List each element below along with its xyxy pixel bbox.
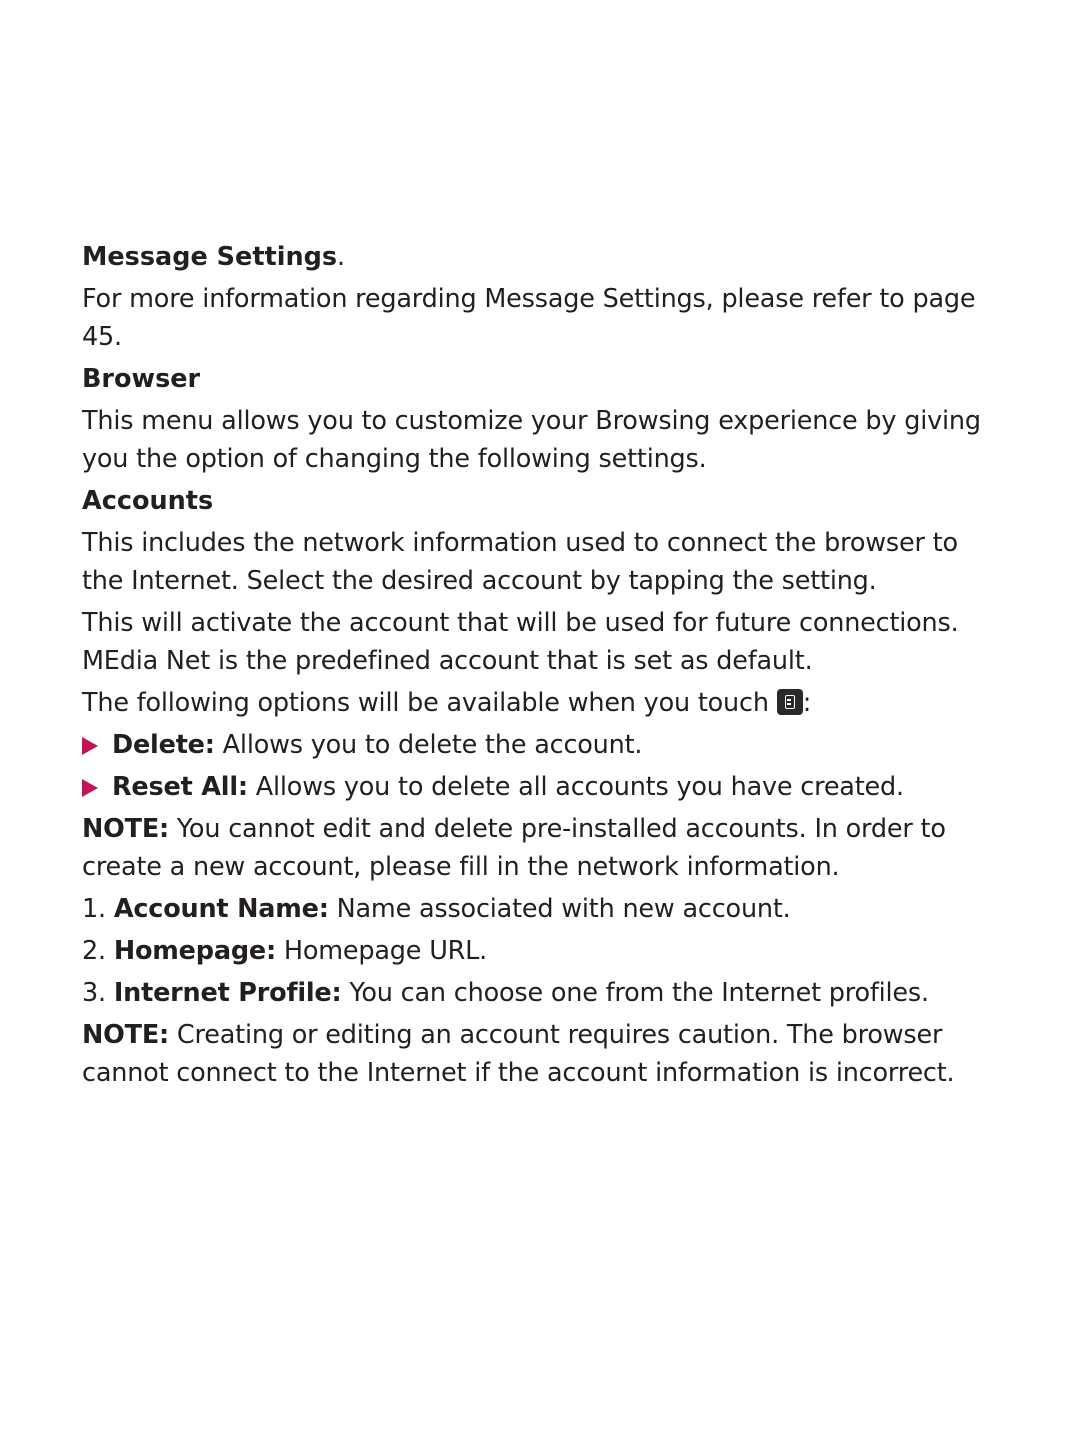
note-2-text: Creating or editing an account requires caution. The browser cannot connect to the Internet if the account information is incorrect. bbox=[82, 1020, 955, 1088]
note-2 bbox=[82, 1016, 992, 1092]
note-1-label: NOTE: bbox=[82, 814, 170, 844]
bullet-reset-all-label: Reset All: bbox=[112, 772, 248, 802]
accounts-body-2: This will activate the account that will be used for future connections. MEdia Net is the predefined account that is set as default. bbox=[82, 608, 959, 676]
step-2 bbox=[82, 932, 992, 970]
menu-key-icon-glyph bbox=[785, 695, 795, 709]
triangle-bullet-icon bbox=[82, 737, 98, 755]
step-3-label: Internet Profile: bbox=[113, 978, 342, 1008]
step-2-text: Homepage URL. bbox=[275, 936, 488, 966]
note-2-label: NOTE: bbox=[82, 1020, 170, 1050]
step-2-number: 2. bbox=[82, 936, 114, 966]
step-3-number: 3. bbox=[82, 978, 114, 1008]
bullet-reset-all bbox=[82, 768, 992, 806]
step-1-number: 1. bbox=[82, 894, 114, 924]
accounts-body-1: This includes the network information used to connect the browser to the Internet. Select the desired account by tapping the setting. bbox=[82, 528, 958, 596]
note-1-text: You cannot edit and delete pre-installed accounts. In order to create a new account, please fill in the network information. bbox=[82, 814, 946, 882]
message-settings-heading-text: Message Settings bbox=[82, 242, 338, 272]
step-1-label: Account Name: bbox=[113, 894, 329, 924]
menu-key-icon bbox=[777, 689, 803, 715]
options-intro-suffix: : bbox=[802, 688, 812, 718]
bullet-reset-all-text: Allows you to delete all accounts you have created. bbox=[247, 772, 904, 802]
document-page bbox=[82, 238, 992, 1096]
options-intro-text: The following options will be available when you touch bbox=[82, 688, 769, 718]
note-1 bbox=[82, 810, 992, 886]
message-settings-heading-suffix: . bbox=[337, 242, 346, 272]
options-intro bbox=[82, 684, 992, 722]
step-1 bbox=[82, 890, 992, 928]
message-settings-heading bbox=[82, 238, 992, 276]
accounts-heading: Accounts bbox=[82, 486, 214, 516]
bullet-delete-text: Allows you to delete the account. bbox=[214, 730, 643, 760]
step-1-text: Name associated with new account. bbox=[328, 894, 791, 924]
message-settings-body: For more information regarding Message Settings, please refer to page 45. bbox=[82, 284, 976, 352]
step-3 bbox=[82, 974, 992, 1012]
step-3-text: You can choose one from the Internet profiles. bbox=[341, 978, 929, 1008]
browser-body: This menu allows you to customize your Browsing experience by giving you the option of changing the following settings. bbox=[82, 406, 981, 474]
bullet-delete bbox=[82, 726, 992, 764]
browser-heading: Browser bbox=[82, 364, 201, 394]
triangle-bullet-icon bbox=[82, 779, 98, 797]
step-2-label: Homepage: bbox=[113, 936, 276, 966]
bullet-delete-label: Delete: bbox=[112, 730, 215, 760]
